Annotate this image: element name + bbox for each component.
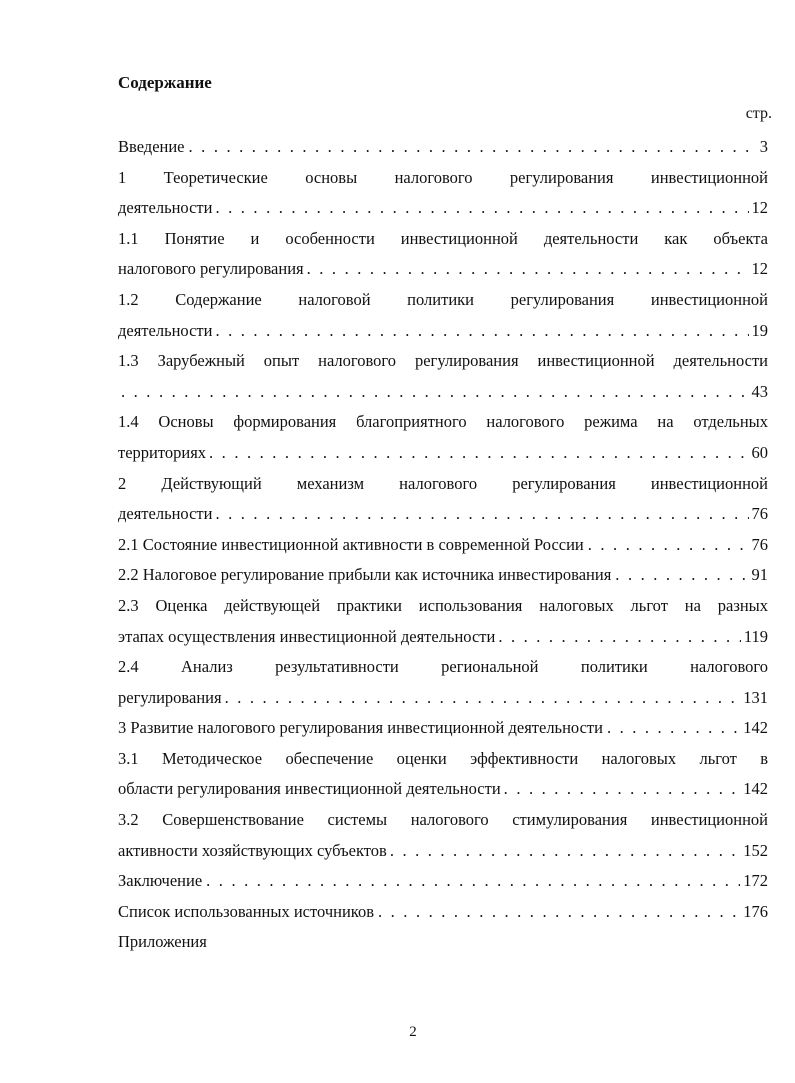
toc-entry-page: 19 xyxy=(751,320,768,340)
toc-entry-title: активности хозяйствующих субъектов xyxy=(118,840,387,860)
toc-entry xyxy=(118,407,768,468)
document-page xyxy=(118,0,772,1083)
toc-entry-title-line: 3.2 Совершенствование системы налогового стимулирования инвестиционной xyxy=(118,810,768,830)
page-number: 2 xyxy=(409,1024,417,1040)
toc-entry-page: 12 xyxy=(751,259,768,279)
toc-entry xyxy=(118,744,768,805)
toc-entry-title: 2.2 Налоговое регулирование прибыли как источника инвестирования xyxy=(118,565,612,585)
toc-entry-title-line: 1.3 Зарубежный опыт налогового регулирования инвестиционной деятельности xyxy=(118,351,768,371)
toc-entry-page: 142 xyxy=(743,718,768,738)
toc-entry-leader-line xyxy=(118,774,768,805)
toc-entry-title-line: 1.4 Основы формирования благоприятного налогового режима на отдельных xyxy=(118,412,768,432)
toc-entry-page: 172 xyxy=(743,871,768,891)
toc-entry-title-line: 1.2 Содержание налоговой политики регулирования инвестиционной xyxy=(118,289,768,309)
toc-entry-page: 60 xyxy=(751,442,768,462)
toc-entry-leader-line xyxy=(118,897,768,928)
toc-entry-leader-line xyxy=(118,713,768,744)
toc-entry-leader-line xyxy=(118,560,768,591)
toc-entry-leader-line xyxy=(118,132,768,163)
page-column-label: стр. xyxy=(745,105,772,122)
toc-entry xyxy=(118,346,768,407)
dot-leader xyxy=(121,377,749,408)
toc-entry-title-line: 1 Теоретические основы налогового регулирования инвестиционной xyxy=(118,167,768,187)
toc-entry xyxy=(118,285,768,346)
toc-entry xyxy=(118,591,768,652)
toc-entry-title: регулирования xyxy=(118,687,222,707)
toc-entry xyxy=(118,560,768,591)
toc-entry xyxy=(118,805,768,866)
table-of-contents xyxy=(118,132,768,958)
toc-entry-title-line: 2 Действующий механизм налогового регулирования инвестиционной xyxy=(118,473,768,493)
toc-entry-title: деятельности xyxy=(118,198,213,218)
toc-entry-title-line: 2.3 Оценка действующей практики использования налоговых льгот на разных xyxy=(118,595,768,615)
toc-entry-title: территориях xyxy=(118,442,207,462)
toc-entry xyxy=(118,713,768,744)
toc-entry-title-line: 2.4 Анализ результативности региональной политики налогового xyxy=(118,657,768,677)
dot-leader xyxy=(206,866,740,897)
toc-entry-page: 76 xyxy=(751,534,768,554)
toc-entry-leader-line xyxy=(118,836,768,867)
toc-entry xyxy=(118,132,768,163)
dot-leader xyxy=(189,132,757,163)
toc-entry-page: 142 xyxy=(743,779,768,799)
dot-leader xyxy=(504,774,741,805)
dot-leader xyxy=(209,438,748,469)
toc-entry-title: Список использованных источников xyxy=(118,901,374,921)
dot-leader xyxy=(588,530,749,561)
dot-leader xyxy=(307,254,749,285)
toc-entry-title: налогового регулирования xyxy=(118,259,304,279)
dot-leader xyxy=(215,499,748,530)
toc-entry-leader-line xyxy=(118,866,768,897)
toc-entry-title: деятельности xyxy=(118,504,213,524)
dot-leader xyxy=(607,713,740,744)
toc-entry xyxy=(118,897,768,928)
toc-entry-title: деятельности xyxy=(118,320,213,340)
toc-entry xyxy=(118,530,768,561)
toc-entry-leader-line xyxy=(118,622,768,653)
toc-entry xyxy=(118,866,768,897)
toc-entry-page: 12 xyxy=(751,198,768,218)
toc-entry-page: 152 xyxy=(743,840,768,860)
toc-entry xyxy=(118,469,768,530)
dot-leader xyxy=(215,193,748,224)
document-title: Содержание xyxy=(118,73,212,92)
toc-entry-leader-line xyxy=(118,530,768,561)
toc-entry-title: этапах осуществления инвестиционной деятельности xyxy=(118,626,496,646)
toc-entry-page: 43 xyxy=(751,381,768,401)
toc-entry-title: 3 Развитие налогового регулирования инвестиционной деятельности xyxy=(118,718,603,738)
toc-entry xyxy=(118,224,768,285)
toc-entry-title: Введение xyxy=(118,137,185,156)
toc-entry-title-line: 3.1 Методическое обеспечение оценки эффективности налоговых льгот в xyxy=(118,748,768,768)
dot-leader xyxy=(215,316,748,347)
dot-leader xyxy=(498,622,741,653)
toc-entry-leader-line xyxy=(118,438,768,469)
toc-entry-leader-line xyxy=(118,193,768,224)
toc-entry xyxy=(118,163,768,224)
toc-entry-title: 2.1 Состояние инвестиционной активности в современной России xyxy=(118,534,584,554)
toc-entry-leader-line xyxy=(118,316,768,347)
toc-entry-page: 76 xyxy=(751,504,768,524)
toc-entry-title-line: 1.1 Понятие и особенности инвестиционной деятельности как объекта xyxy=(118,228,768,248)
toc-entry-page: 176 xyxy=(743,901,768,921)
toc-entry-page: 91 xyxy=(751,565,768,585)
toc-appendix: Приложения xyxy=(118,932,207,952)
dot-leader xyxy=(225,683,741,714)
toc-entry xyxy=(118,652,768,713)
toc-entry-title: области регулирования инвестиционной деятельности xyxy=(118,779,501,799)
dot-leader xyxy=(378,897,740,928)
dot-leader xyxy=(390,836,740,867)
toc-entry-title: Заключение xyxy=(118,871,203,891)
toc-entry-page: 119 xyxy=(743,626,768,646)
toc-entry-leader-line xyxy=(118,254,768,285)
toc-entry-page: 3 xyxy=(759,137,768,156)
toc-entry-leader-line xyxy=(118,377,768,408)
toc-entry-page: 131 xyxy=(743,687,768,707)
dot-leader xyxy=(615,560,748,591)
toc-entry-leader-line xyxy=(118,683,768,714)
toc-entry-leader-line xyxy=(118,499,768,530)
